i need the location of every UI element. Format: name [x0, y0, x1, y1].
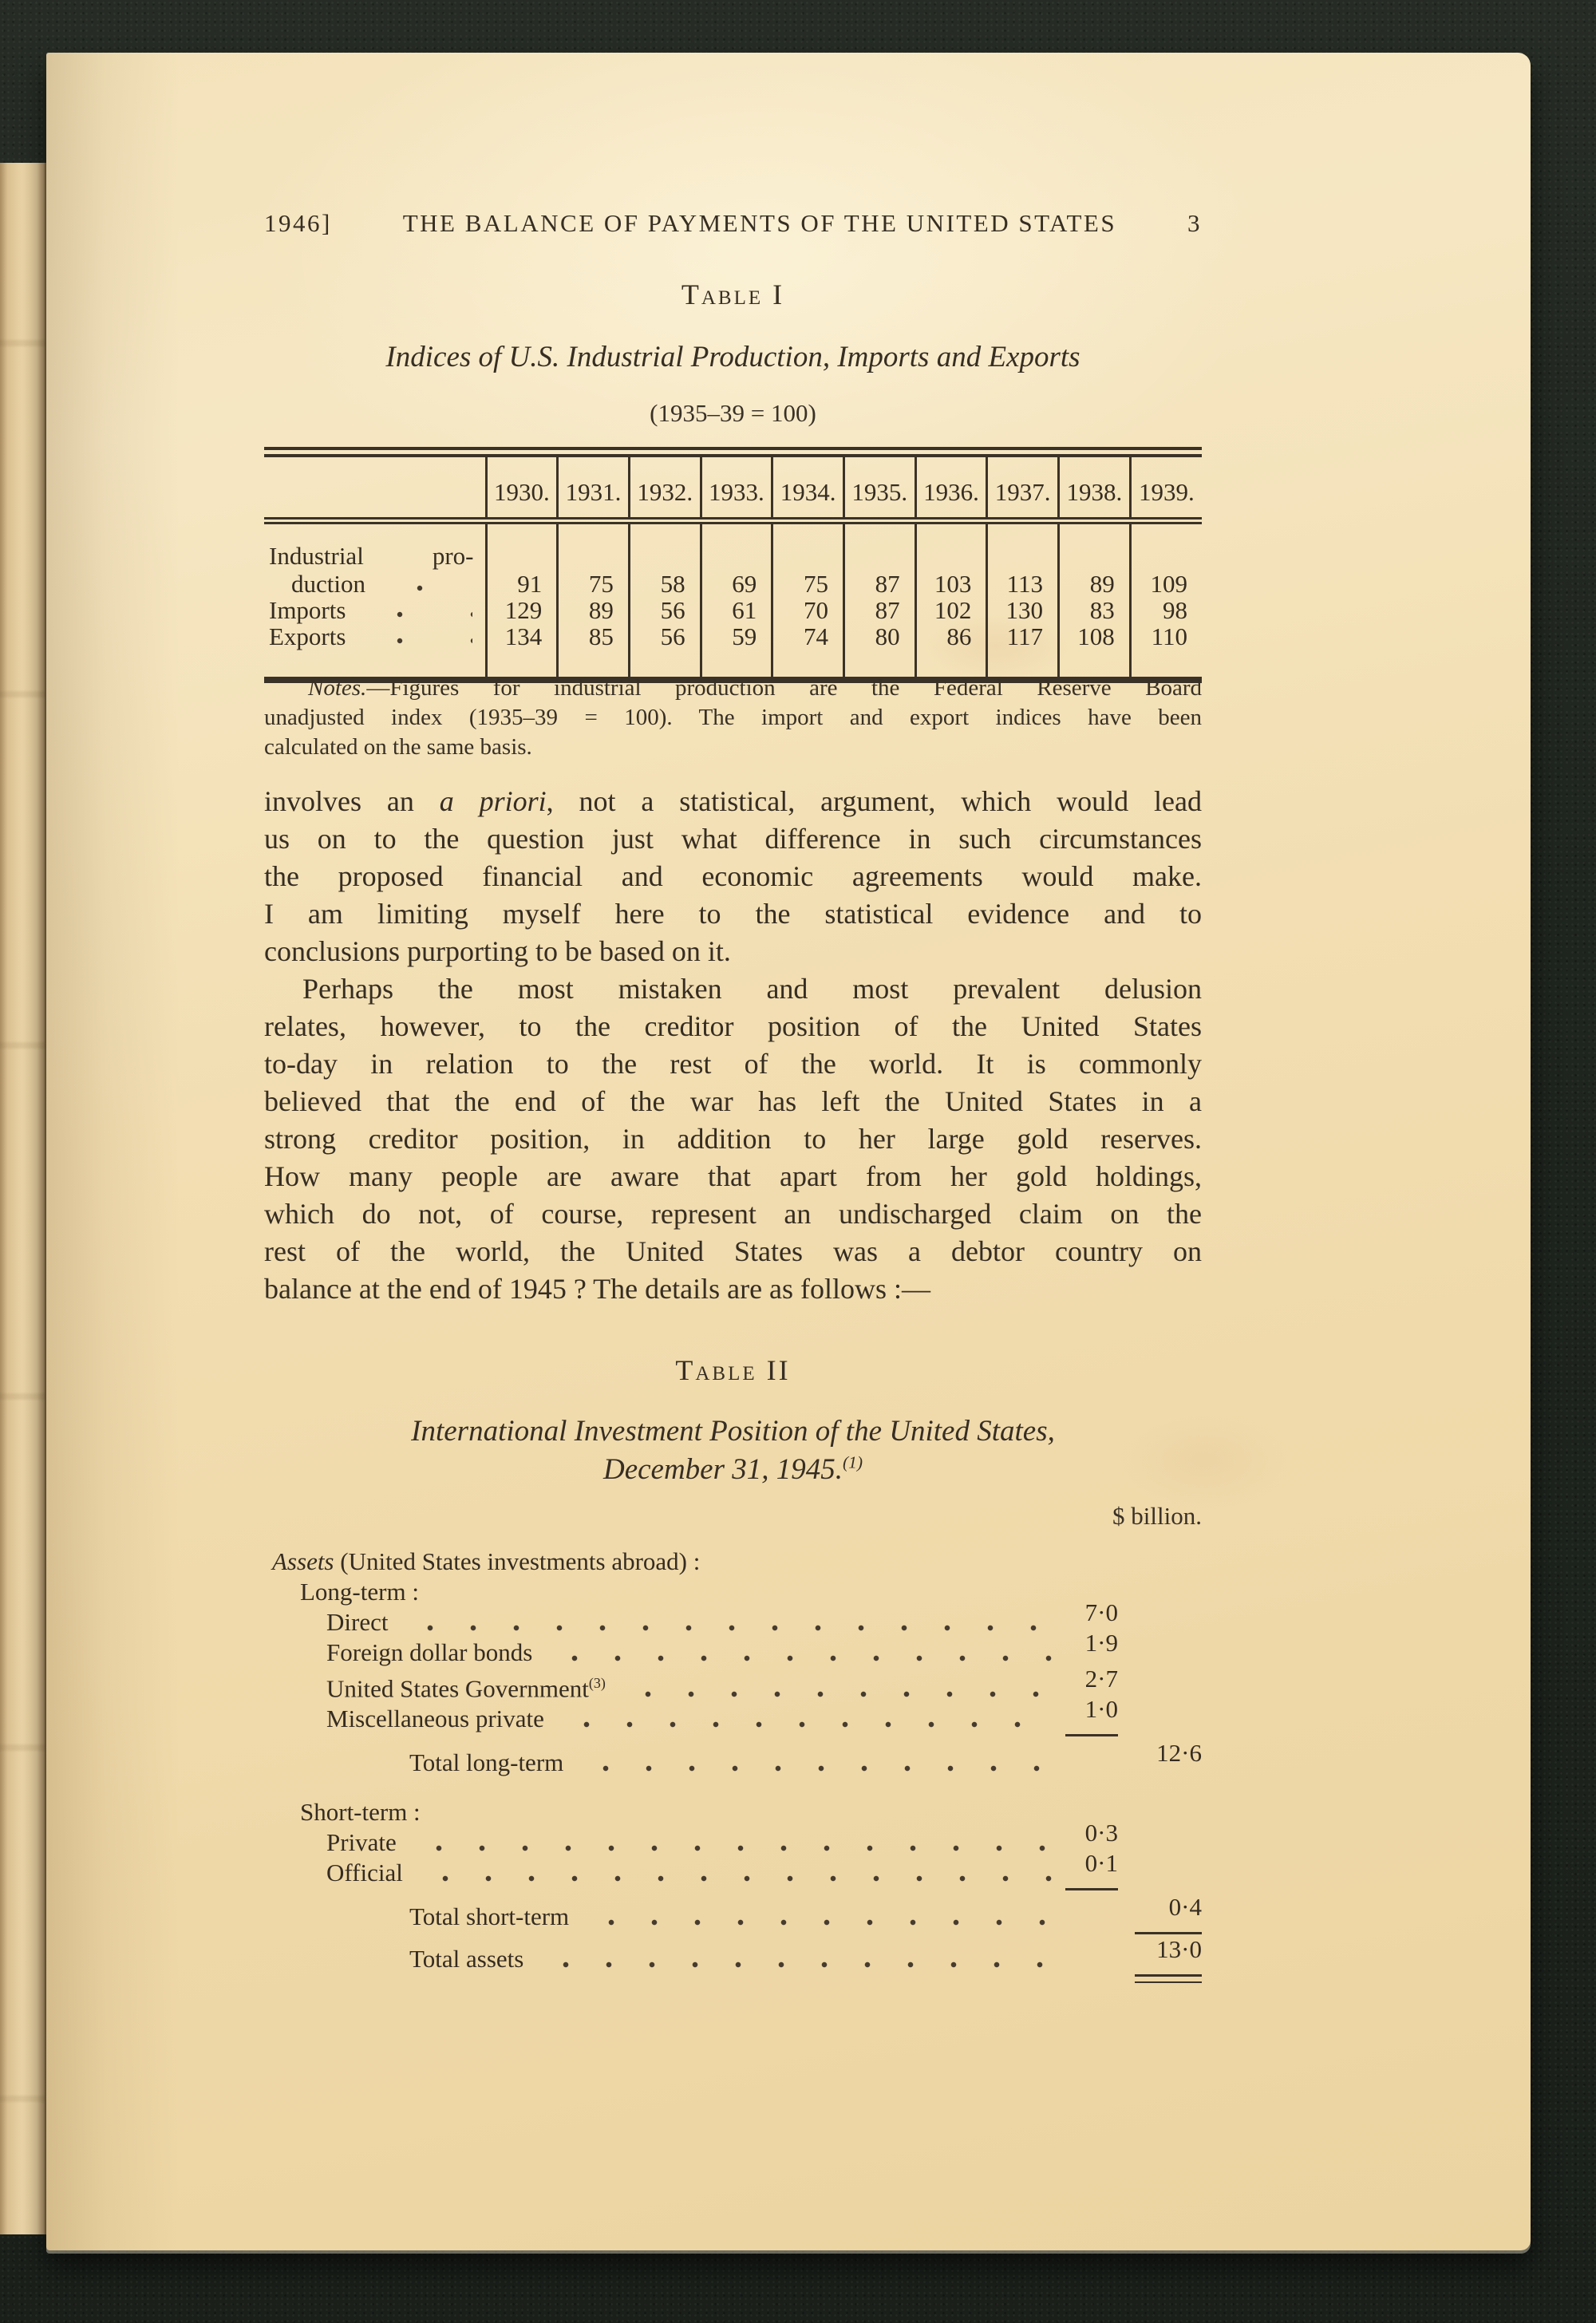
dot-leader [553, 1654, 1054, 1662]
table2-line-item [264, 1695, 1202, 1734]
table2-item-label: United States Government$^{(3)}$ [326, 1674, 606, 1703]
body-text-line: rest of the world, the United States was a debtor country on [264, 1235, 1202, 1267]
table2 [264, 1547, 1202, 1993]
table2-value-totalcolumn: 13·0 [1156, 1935, 1202, 1964]
body-text-line: relates, however, to the creditor position of the United States [264, 1010, 1202, 1042]
table1-value-cell: 70 [772, 597, 844, 623]
table2-line-item [264, 1665, 1202, 1704]
page-number: 3 [1187, 209, 1202, 237]
table1-body [264, 521, 1202, 681]
table1-value-cell: 56 [629, 597, 701, 623]
table2-value-subcolumn: 7·0 [1084, 1598, 1118, 1626]
table2-footnote-marker: (3) [588, 1675, 606, 1691]
dot-leader [626, 1690, 1054, 1698]
table2-item-label: Total long-term [409, 1748, 564, 1777]
table2-item-label: Total short-term [409, 1902, 570, 1931]
table1-value-cell: 130 [987, 597, 1059, 623]
book-gutter-page-edges [0, 163, 46, 2234]
table1-subtitle: Indices of U.S. Industrial Production, Imports and Exports [385, 341, 1080, 373]
table1-year-header: 1937. [987, 452, 1059, 521]
table1-value-cell: 117 [987, 623, 1059, 680]
body-text-line: which do not, of course, represent an undischarged claim on the [264, 1198, 1202, 1230]
body-text-line: strong creditor position, in addition to her large gold reserves. [264, 1123, 1202, 1155]
table1-value-cell: 56 [629, 623, 701, 680]
table1-value-cell: 83 [1059, 597, 1131, 623]
dot-leader [417, 1844, 1054, 1852]
table2-item-label: Direct [326, 1608, 389, 1636]
dot-leader [590, 1918, 1054, 1926]
table2-caption: Table II [675, 1354, 791, 1386]
body-text-line: conclusions purporting to be based on it. [264, 935, 731, 967]
table1-year-header: 1933. [701, 452, 772, 521]
table1-header [264, 452, 1202, 521]
table1-row-label: Industrial pro- duction [264, 521, 486, 598]
table1 [264, 447, 1202, 683]
table1-year-header: 1935. [843, 452, 915, 521]
table2-value-subcolumn: 0·1 [1084, 1849, 1118, 1878]
table2-heading-row [264, 1797, 1202, 1827]
table1-value-cell: 86 [915, 623, 987, 680]
dot-leader [424, 1875, 1054, 1882]
table2-item-label: Foreign dollar bonds [326, 1638, 533, 1666]
dot-leader [584, 1764, 1054, 1772]
table1-value-cell: 109 [1150, 570, 1187, 598]
table2-item-label: Assets (United States investments abroad) : [272, 1547, 701, 1575]
table2-total-rule [1135, 1974, 1202, 1983]
table1-corner-cell [264, 452, 486, 521]
table2-footnote-marker: (1) [843, 1452, 863, 1472]
body-text [264, 783, 1202, 1308]
table2-item-label: Total assets [409, 1945, 524, 1973]
page-scan [46, 53, 1531, 2250]
table1-value-cell: 91 [486, 521, 558, 598]
table2-heading-row [264, 1577, 1202, 1607]
body-text-line: to-day in relation to the rest of the world. It is commonly [264, 1048, 1202, 1080]
table1-value-cell: 103 [915, 521, 987, 598]
table2-value-totalcolumn: 12·6 [1156, 1739, 1202, 1768]
table1-value-cell: 113 [987, 521, 1059, 598]
table1-value-cell: 129 [486, 597, 558, 623]
table2-item-label: Miscellaneous private [326, 1705, 544, 1733]
body-text-line: the proposed financial and economic agreements would make. [264, 860, 1202, 892]
table2-value-subcolumn: 2·7 [1084, 1665, 1118, 1693]
table1-basis-note: (1935–39 = 100) [650, 399, 816, 427]
table1-year-header: 1930. [486, 452, 558, 521]
table1-value-cell: 102 [915, 597, 987, 623]
table2-line-item [264, 1739, 1202, 1778]
body-text-line: How many people are aware that apart from her gold holdings, [264, 1160, 1202, 1192]
table2-item-label: Long-term : [300, 1578, 419, 1606]
table1-year-header: 1939. [1130, 452, 1202, 521]
table1-value-cell: 61 [701, 597, 772, 623]
table2-value-subcolumn: 0·3 [1084, 1819, 1118, 1847]
table1-value-cell: 98 [1163, 596, 1187, 624]
body-text-line: believed that the end of the war has left the United States in a [264, 1085, 1202, 1117]
dot-leader [565, 1721, 1054, 1728]
table2-subtitle-date: December 31, 1945. [602, 1453, 843, 1486]
table1-year-header: 1936. [915, 452, 987, 521]
table1-value-cell: 75 [772, 521, 844, 598]
running-head-title: THE BALANCE OF PAYMENTS OF THE UNITED STATES [402, 209, 1117, 237]
table2-value-subcolumn: 1·9 [1084, 1629, 1118, 1657]
table2-subtotal-rule [1065, 1888, 1118, 1890]
table1-notes [264, 674, 1202, 762]
body-text-line: Perhaps the most mistaken and most prevalent delusion [302, 973, 1202, 1005]
table2-unit-label: $ billion. [1112, 1502, 1202, 1530]
table2-value-subcolumn: 1·0 [1084, 1695, 1118, 1724]
table1-value-cell: 59 [701, 623, 772, 680]
table1-value-cell: 108 [1059, 623, 1131, 680]
table1-value-cell: 75 [558, 521, 630, 598]
table1-row-label: Imports [264, 597, 486, 623]
table2-subtotal-rule [1065, 1734, 1118, 1736]
table2-subtitle-line1: International Investment Position of the United States, [411, 1415, 1055, 1448]
table2-item-label: Private [326, 1828, 397, 1857]
running-head [264, 209, 1202, 238]
notes-line: Notes.—Figures for industrial production are the Federal Reserve Board [308, 675, 1202, 701]
table2-value-totalcolumn: 0·4 [1168, 1893, 1202, 1922]
running-head-year: 1946] [264, 209, 332, 237]
table1-value-cell: 69 [701, 521, 772, 598]
table1-value-cell: 89 [1059, 521, 1131, 598]
dot-leader [544, 1961, 1054, 1969]
table1-row-label: Exports [264, 623, 486, 680]
table1-value-cell: 134 [486, 623, 558, 680]
table1-year-header: 1938. [1059, 452, 1131, 521]
table1-caption: Table I [681, 279, 785, 310]
table1-wrapper [264, 447, 1202, 683]
body-text-line: I am limiting myself here to the statistical evidence and to [264, 898, 1202, 930]
table2-heading-row [264, 1547, 1202, 1577]
table2-line-item [264, 1629, 1202, 1668]
table2-line-item [264, 1935, 1202, 1974]
table2-line-item [264, 1819, 1202, 1858]
notes-line: calculated on the same basis. [264, 734, 532, 760]
table1-value-cell: 87 [843, 597, 915, 623]
table1-year-header: 1934. [772, 452, 844, 521]
table1-value-cell: 74 [772, 623, 844, 680]
body-text-line: balance at the end of 1945 ? The details are as follows :— [264, 1273, 931, 1305]
table2-line-item [264, 1849, 1202, 1888]
dot-leader [409, 1624, 1054, 1632]
table1-value-cell: 85 [558, 623, 630, 680]
table2-subtitle-line2 [264, 1452, 1202, 1487]
table2-item-label: Official [326, 1859, 403, 1887]
table1-year-header: 1931. [558, 452, 630, 521]
table2-line-item [264, 1598, 1202, 1638]
table2-item-label: Short-term : [300, 1798, 421, 1827]
table1-value-cell: 89 [558, 597, 630, 623]
table1-value-cell: 110 [1151, 622, 1187, 650]
table1-year-header: 1932. [629, 452, 701, 521]
table1-value-cell: 80 [843, 623, 915, 680]
table1-value-cell: 58 [629, 521, 701, 598]
body-text-line: involves an a priori, not a statistical, argument, which would lead [264, 785, 1202, 817]
notes-line: unadjusted index (1935–39 = 100). The import and export indices have been [264, 705, 1202, 730]
table1-value-cell: 87 [843, 521, 915, 598]
table2-line-item [264, 1893, 1202, 1932]
body-text-line: us on to the question just what difference in such circumstances [264, 823, 1202, 855]
